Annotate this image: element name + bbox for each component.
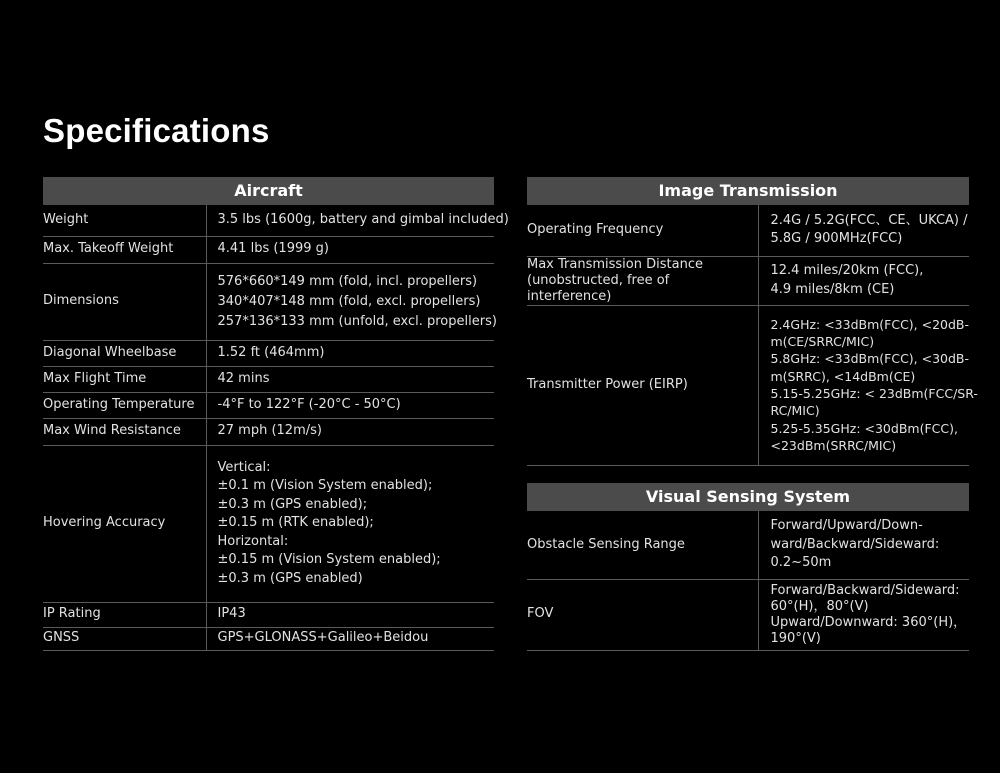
spec-label: Diagonal Wheelbase <box>43 340 206 366</box>
spec-value: 42 mins <box>206 366 494 392</box>
spec-row-weight <box>43 205 494 236</box>
spec-row-max-wind-resistance <box>43 418 494 445</box>
spec-row-operating-temperature <box>43 392 494 418</box>
spec-label: FOV <box>527 579 758 650</box>
spec-label: Max Flight Time <box>43 366 206 392</box>
spec-value: -4°F to 122°F (-20°C - 50°C) <box>206 392 494 418</box>
image-transmission-table <box>527 205 978 466</box>
aircraft-spec-table <box>43 205 509 651</box>
spec-label: Obstacle Sensing Range <box>527 511 758 579</box>
spec-value: 3.5 lbs (1600g, battery and gimbal included) <box>206 205 494 236</box>
spec-value: GPS+GLONASS+Galileo+Beidou <box>206 627 494 650</box>
spec-value: Forward/Upward/Down- ward/Backward/Sideward: 0.2~50m <box>758 511 969 579</box>
spec-value: 12.4 miles/20km (FCC), 4.9 miles/8km (CE) <box>758 256 969 305</box>
spec-row-max-transmission-distance <box>527 256 969 305</box>
spec-label: Max. Takeoff Weight <box>43 236 206 263</box>
spec-row-fov <box>527 579 969 650</box>
spec-label: Hovering Accuracy <box>43 445 206 602</box>
visual-sensing-panel <box>527 483 969 651</box>
spec-row-dimensions <box>43 263 494 340</box>
spec-value: 1.52 ft (464mm) <box>206 340 494 366</box>
visual-sensing-header: Visual Sensing System <box>527 483 969 511</box>
spec-row-obstacle-sensing-range <box>527 511 969 579</box>
spec-row-operating-frequency <box>527 205 969 256</box>
spec-value: 576*660*149 mm (fold, incl. propellers) 340*407*148 mm (fold, excl. propellers) 257*136*133 mm (unfold, excl. propellers) <box>206 263 494 340</box>
spec-value: Vertical: ±0.1 m (Vision System enabled); ±0.3 m (GPS enabled); ±0.15 m (RTK enabled); Horizontal: ±0.15 m (Vision System enabled); ±0.3 m (GPS enabled) <box>206 445 494 602</box>
spec-row-max-flight-time <box>43 366 494 392</box>
spec-label: Max Transmission Distance (unobstructed, free of interference) <box>527 256 758 305</box>
spec-value: 27 mph (12m/s) <box>206 418 494 445</box>
image-transmission-header: Image Transmission <box>527 177 969 205</box>
spec-value: IP43 <box>206 602 494 627</box>
spec-label: Operating Temperature <box>43 392 206 418</box>
spec-label: Operating Frequency <box>527 205 758 256</box>
spec-value: 4.41 lbs (1999 g) <box>206 236 494 263</box>
visual-sensing-table <box>527 511 969 651</box>
image-transmission-panel <box>527 177 978 466</box>
spec-label: Weight <box>43 205 206 236</box>
spec-label: IP Rating <box>43 602 206 627</box>
page-title: Specifications <box>43 112 270 149</box>
spec-value: 2.4GHz: <33dBm(FCC), <20dB- m(CE/SRRC/MIC) 5.8GHz: <33dBm(FCC), <30dB- m(SRRC), <14dBm(CE) 5.15-5.25GHz: < 23dBm(FCC/SR- RC/MIC) 5.25-5.35GHz: <30dBm(FCC), <23dBm(SRRC/MIC) <box>758 305 969 465</box>
spec-row-ip-rating <box>43 602 494 627</box>
spec-row-hovering-accuracy <box>43 445 494 602</box>
spec-row-transmitter-power <box>527 305 969 465</box>
spec-row-gnss <box>43 627 494 650</box>
spec-row-max-takeoff-weight <box>43 236 494 263</box>
spec-row-diagonal-wheelbase <box>43 340 494 366</box>
spec-label: Dimensions <box>43 263 206 340</box>
aircraft-spec-panel <box>43 177 509 651</box>
spec-label: Transmitter Power (EIRP) <box>527 305 758 465</box>
spec-label: GNSS <box>43 627 206 650</box>
spec-value: Forward/Backward/Sideward: 60°(H)，80°(V) Upward/Downward: 360°(H)， 190°(V) <box>758 579 969 650</box>
spec-value: 2.4G / 5.2G(FCC、CE、UKCA) / 5.8G / 900MHz(FCC) <box>758 205 969 256</box>
aircraft-header: Aircraft <box>43 177 494 205</box>
spec-label: Max Wind Resistance <box>43 418 206 445</box>
